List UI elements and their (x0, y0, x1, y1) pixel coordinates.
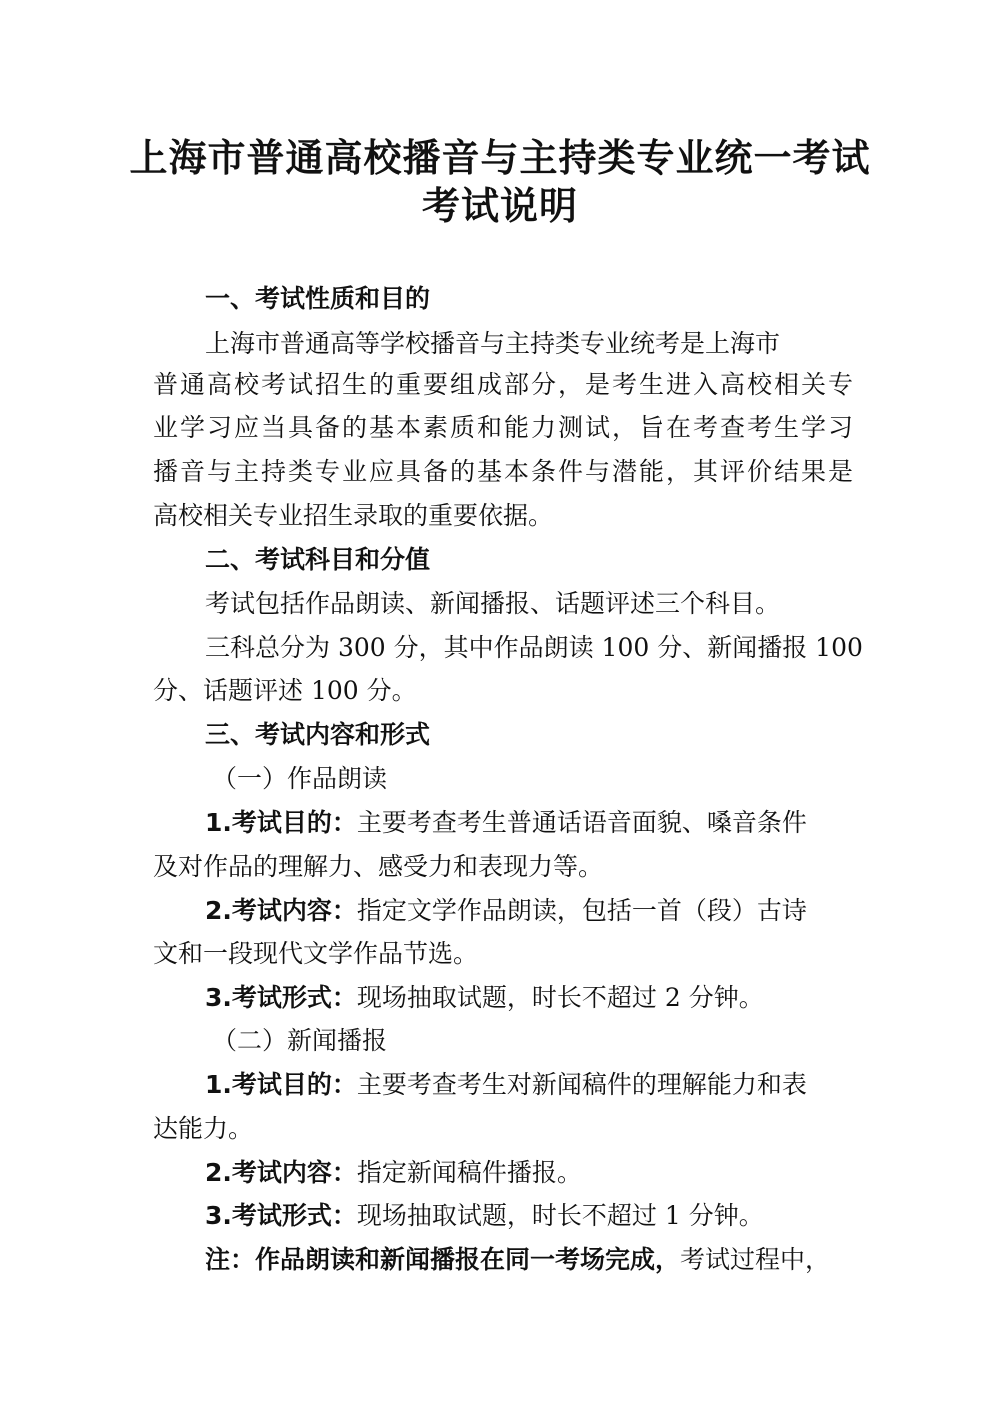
item-text: 现场抽取试题，时长不超过 2 分钟。 (356, 983, 764, 1012)
part-1-item-1 (205, 806, 905, 840)
item-text: 现场抽取试题，时长不超过 1 分钟。 (356, 1201, 764, 1230)
item-text: 主要考查考生对新闻稿件的理解能力和表 (356, 1070, 807, 1099)
part-1-heading: （一）作品朗读 (212, 764, 388, 793)
part-2-item-1-cont: 达能力。 (153, 1114, 254, 1143)
part-2-item-2 (205, 1156, 905, 1190)
item-label: 1.考试目的： (205, 1070, 357, 1099)
item-text: 指定文学作品朗读，包括一首（段）古诗 (356, 896, 807, 925)
section-2-para-2-line: 三科总分为 300 分，其中作品朗读 100 分、新闻播报 100 (205, 633, 863, 662)
note-label: 注：作品朗读和新闻播报在同一考场完成， (205, 1245, 681, 1274)
item-text: 主要考查考生普通话语音面貌、嗓音条件 (356, 808, 807, 837)
note (205, 1243, 905, 1277)
part-1-item-2-cont: 文和一段现代文学作品节选。 (153, 939, 479, 968)
note-text: 考试过程中， (680, 1245, 831, 1274)
part-1-item-1-cont: 及对作品的理解力、感受力和表现力等。 (153, 852, 604, 881)
section-1-para-line: 业学习应当具备的基本素质和能力测试，旨在考查考生学习 (153, 413, 853, 442)
section-1-para-line: 高校相关专业招生录取的重要依据。 (153, 501, 554, 530)
item-label: 2.考试内容： (205, 1158, 357, 1187)
item-label: 2.考试内容： (205, 896, 357, 925)
document-title-line-1: 上海市普通高校播音与主持类专业统一考试 (129, 135, 871, 180)
section-1-para-line: 上海市普通高等学校播音与主持类专业统考是上海市 (205, 329, 781, 358)
part-2-heading: （二）新闻播报 (212, 1026, 388, 1055)
part-2-item-3 (205, 1199, 905, 1233)
section-1-para-line: 普通高校考试招生的重要组成部分，是考生进入高校相关专 (153, 370, 853, 399)
section-2-para-1: 考试包括作品朗读、新闻播报、话题评述三个科目。 (205, 589, 781, 618)
item-label: 1.考试目的： (205, 808, 357, 837)
section-2-para-2-line: 分、话题评述 100 分。 (153, 676, 417, 705)
item-label: 3.考试形式： (205, 983, 357, 1012)
part-1-item-2 (205, 894, 905, 928)
section-1-para-line: 播音与主持类专业应具备的基本条件与潜能，其评价结果是 (153, 457, 853, 486)
item-text: 指定新闻稿件播报。 (356, 1158, 582, 1187)
section-3-heading: 三、考试内容和形式 (205, 720, 431, 749)
item-label: 3.考试形式： (205, 1201, 357, 1230)
document-title-line-2: 考试说明 (421, 183, 578, 228)
part-2-item-1 (205, 1068, 905, 1102)
part-1-item-3 (205, 981, 905, 1015)
section-2-heading: 二、考试科目和分值 (205, 545, 431, 574)
section-1-heading: 一、考试性质和目的 (205, 284, 431, 313)
